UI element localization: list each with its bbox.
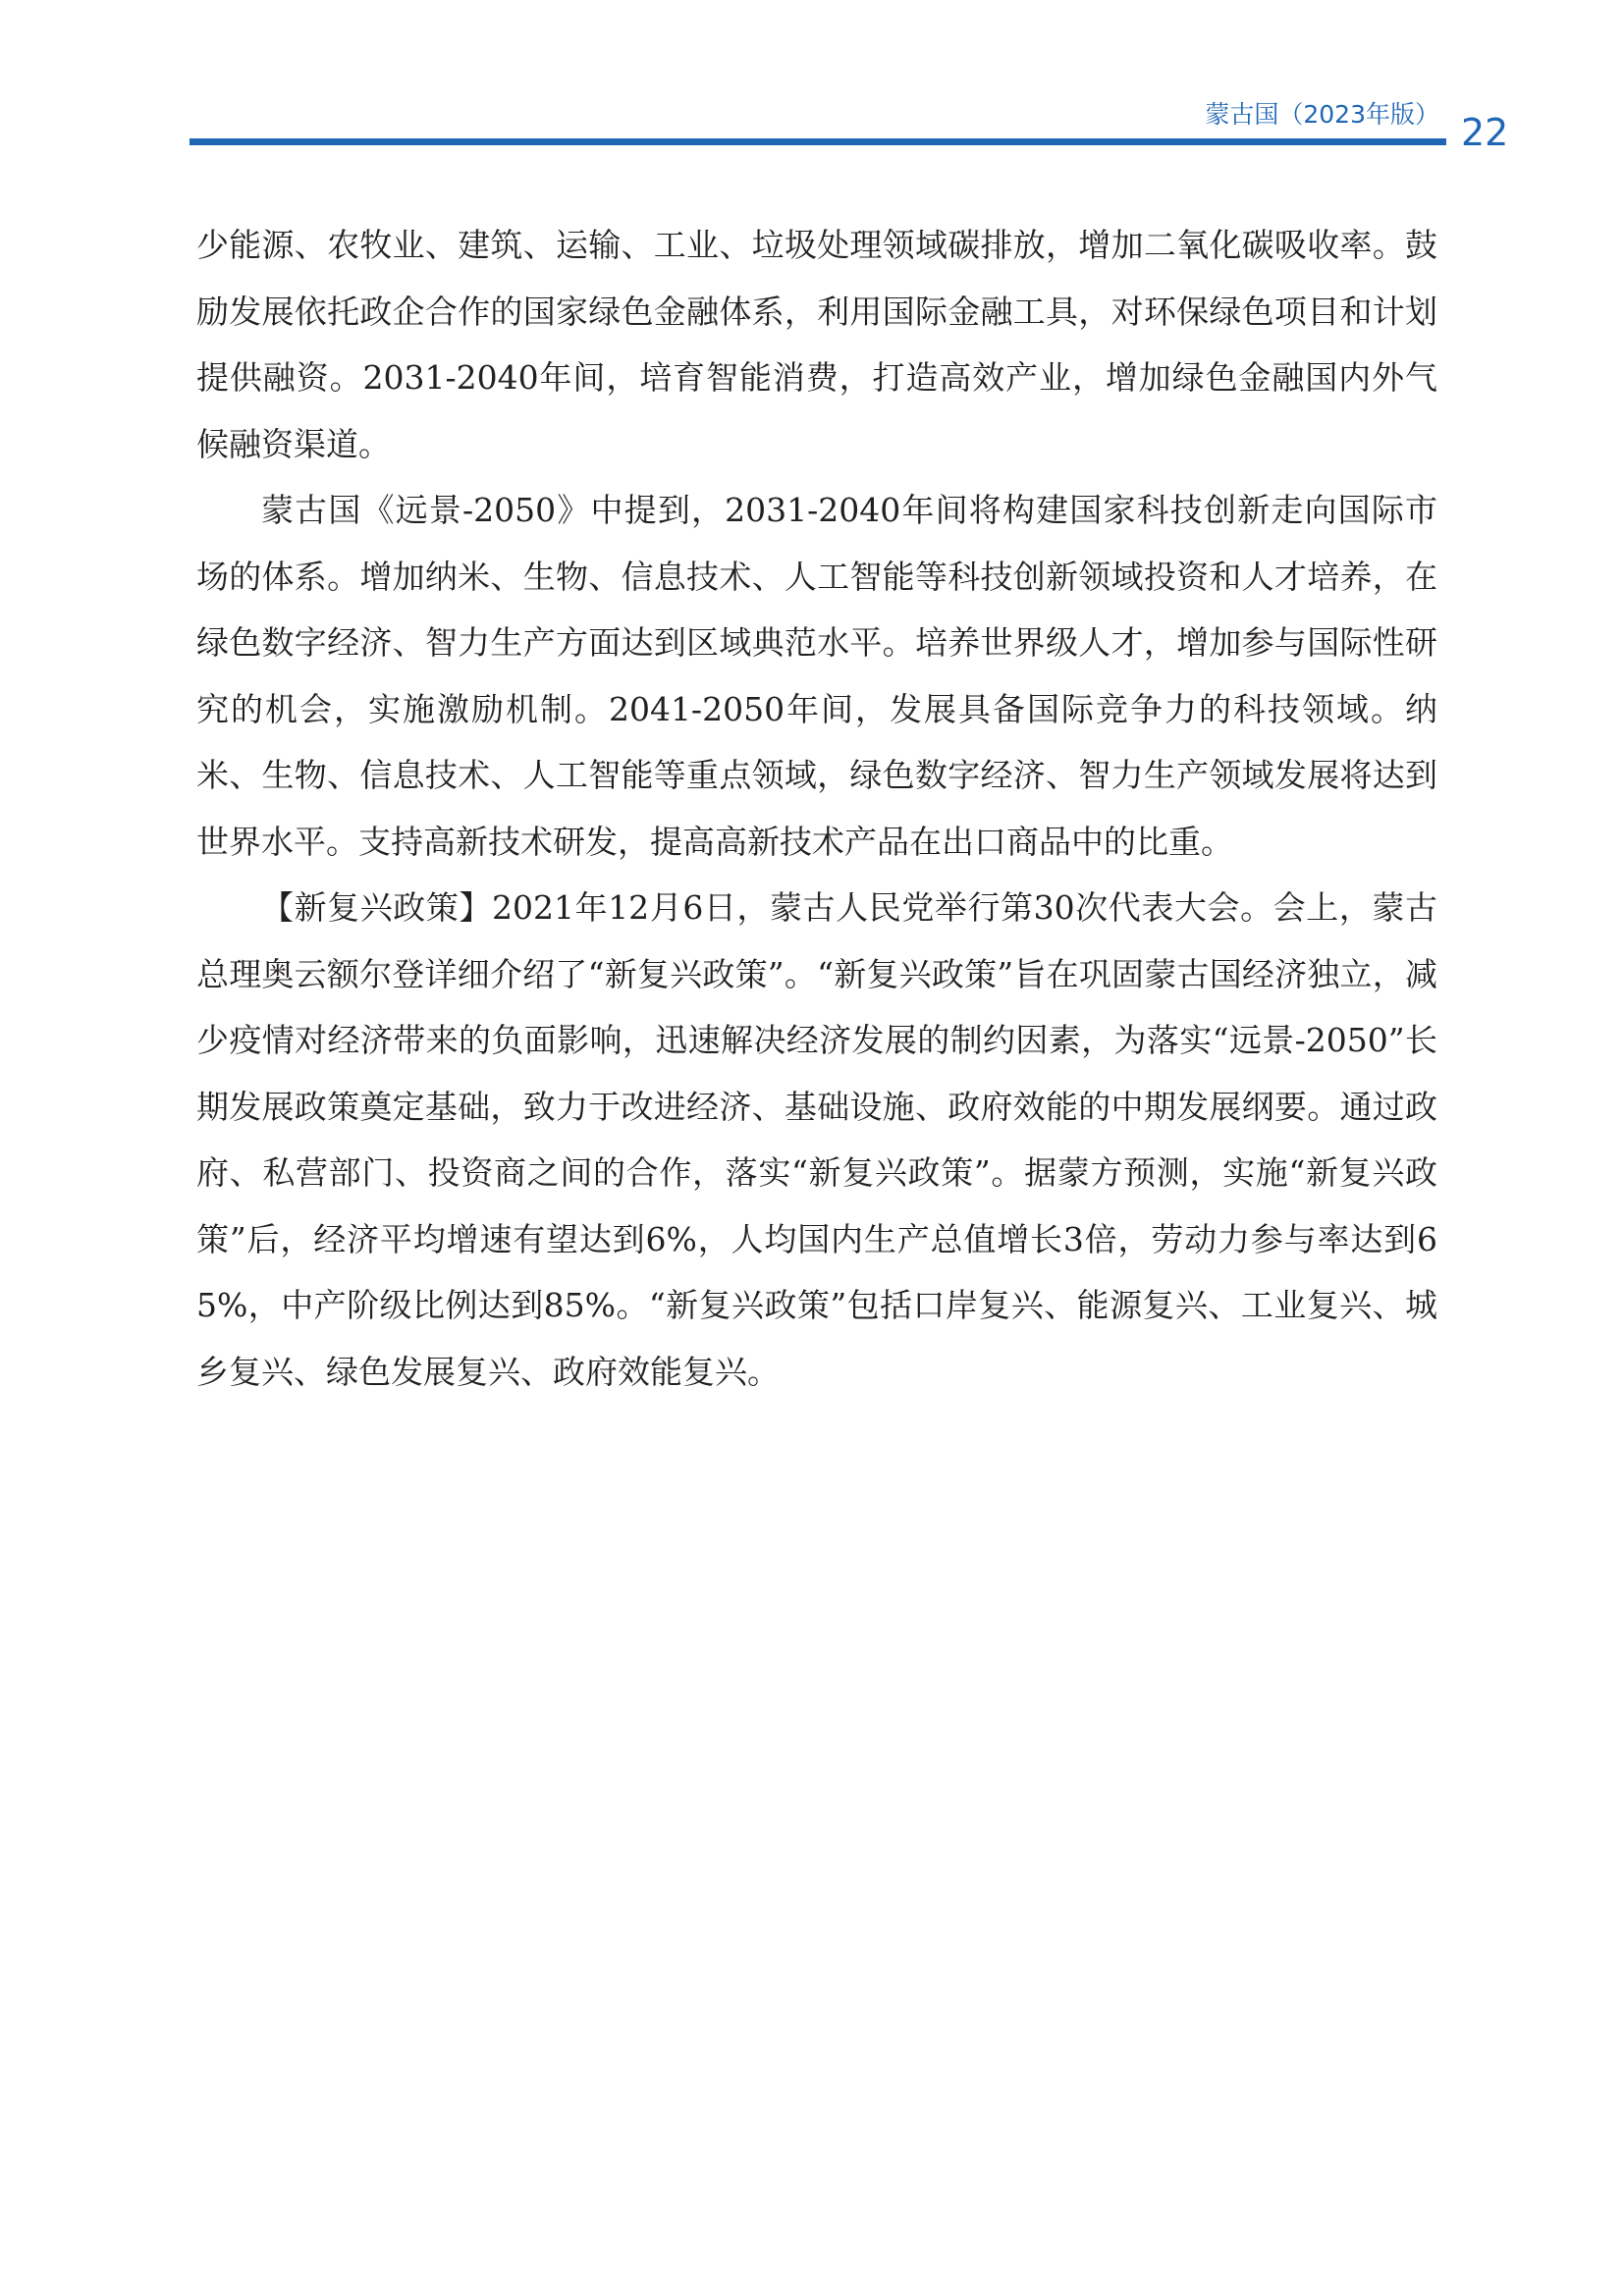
header-rule bbox=[189, 138, 1446, 145]
paragraph-vision-2050-tech: 蒙古国《远景-2050》中提到，2031-2040年间将构建国家科技创新走向国际市场的体系。增加纳米、生物、信息技术、人工智能等科技创新领域投资和人才培养，在绿色数字经济、智力生产方面达到区域典范水平。培养世界级人才，增加参与国际性研究的机会，实施激励机制。2041-2050年间，发展具备国际竞争力的科技领域。纳米、生物、信息技术、人工智能等重点领域，绿色数字经济、智力生产领域发展将达到世界水平。支持高新技术研发，提高高新技术产品在出口商品中的比重。 bbox=[196, 491, 1437, 861]
paragraph-continuation: 少能源、农牧业、建筑、运输、工业、垃圾处理领域碳排放，增加二氧化碳吸收率。鼓励发展依托政企合作的国家绿色金融体系，利用国际金融工具，对环保绿色项目和计划提供融资。2031-2040年间，培育智能消费，打造高效产业，增加绿色金融国内外气候融资渠道。 bbox=[196, 226, 1437, 463]
running-header-title: 蒙古国（2023年版） bbox=[1205, 100, 1439, 129]
page-number: 22 bbox=[1461, 111, 1509, 154]
body-text bbox=[196, 212, 1437, 1405]
page-header bbox=[0, 0, 1624, 167]
paragraph-new-revival-policy: 【新复兴政策】2021年12月6日，蒙古人民党举行第30次代表大会。会上，蒙古总理奥云额尔登详细介绍了“新复兴政策”。“新复兴政策”旨在巩固蒙古国经济独立，减少疫情对经济带来的负面影响，迅速解决经济发展的制约因素，为落实“远景-2050”长期发展政策奠定基础，致力于改进经济、基础设施、政府效能的中期发展纲要。通过政府、私营部门、投资商之间的合作，落实“新复兴政策”。据蒙方预测，实施“新复兴政策”后，经济平均增速有望达到6%，人均国内生产总值增长3倍，劳动力参与率达到65%，中产阶级比例达到85%。“新复兴政策”包括口岸复兴、能源复兴、工业复兴、城乡复兴、绿色发展复兴、政府效能复兴。 bbox=[196, 888, 1437, 1391]
